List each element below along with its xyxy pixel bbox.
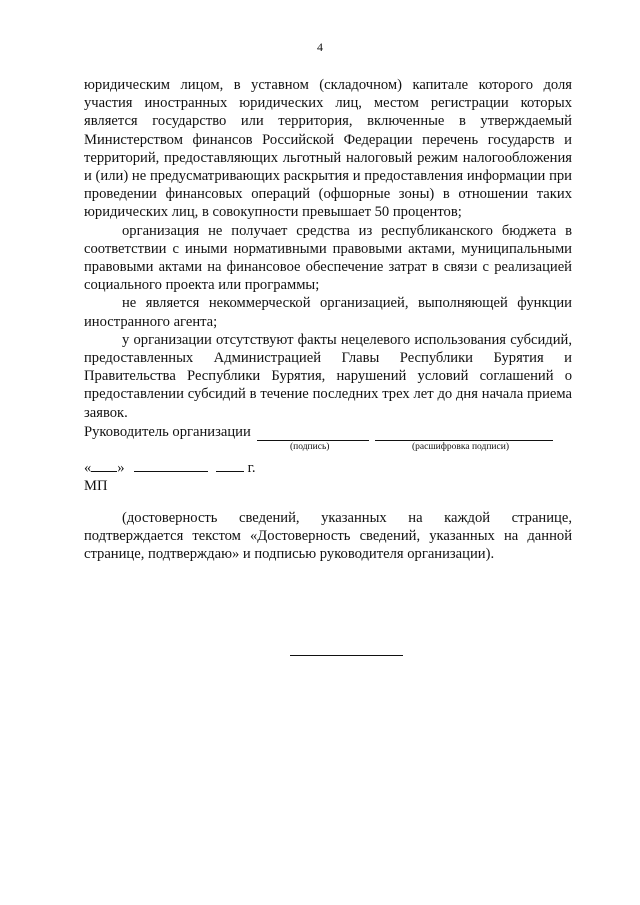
end-of-document-rule: [290, 655, 403, 656]
paragraph-misuse-condition: у организации отсутствуют факты нецелевого использования субсидий, предоставленных Администрацией Главы Республики Бурятия и Правительства Республики Бурятия, нарушений условий соглашений о предоставлении субсидий в течение последних трех лет до дня начала приема заявок.: [84, 331, 572, 421]
date-year-line: [216, 457, 244, 472]
page-number: 4: [317, 40, 323, 54]
date-month-line: [134, 457, 208, 472]
authenticity-note: (достоверность сведений, указанных на каждой странице, подтверждается текстом «Достоверность сведений, указанных на данной странице, подтверждаю» и подписью руководителя организации).: [84, 510, 572, 563]
signature-block: [84, 423, 572, 495]
signature-row: [84, 423, 572, 441]
paragraph-budget-funding-condition: организация не получает средства из республиканского бюджета в соответствии с иными нормативными правовыми актами, муниципальными правовыми актами на финансовое обеспечение затрат в связи с реализацией социального проекта или программы;: [84, 222, 572, 294]
paragraph-foreign-agent-condition: не является некоммерческой организацией, выполняющей функции иностранного агента;: [84, 295, 572, 330]
stamp-label: МП: [84, 478, 108, 494]
head-of-organization-label: Руководитель организации: [84, 424, 251, 440]
signature-decoding-line: [375, 426, 553, 441]
date-year-suffix: г.: [247, 460, 256, 476]
document-body: [84, 76, 572, 422]
signature-decoding-caption: (расшифровка подписи): [412, 442, 509, 452]
signature-captions: [84, 441, 572, 455]
paragraph-offshore-condition: юридическим лицом, в уставном (складочном) капитале которого доля участия иностранных юридических лиц, местом регистрации которых является государство или территория, включенные в утверждаемый Министерством финансов Российской Федерации перечень государств и территорий, предоставляющих льготный налоговый режим налогообложения и (или) не предусматривающих раскрытия и предоставления информации при проведении финансовых операций (офшорные зоны) в отношении таких юридических лиц, в совокупности превышает 50 процентов;: [84, 77, 572, 221]
date-row: [84, 457, 572, 477]
date-quote-open: «: [84, 460, 92, 476]
authenticity-note-block: [84, 509, 572, 564]
signature-line: [257, 426, 369, 441]
date-quote-close: »: [117, 460, 125, 476]
signature-caption: (подпись): [290, 442, 330, 452]
date-day-line: [91, 457, 117, 472]
